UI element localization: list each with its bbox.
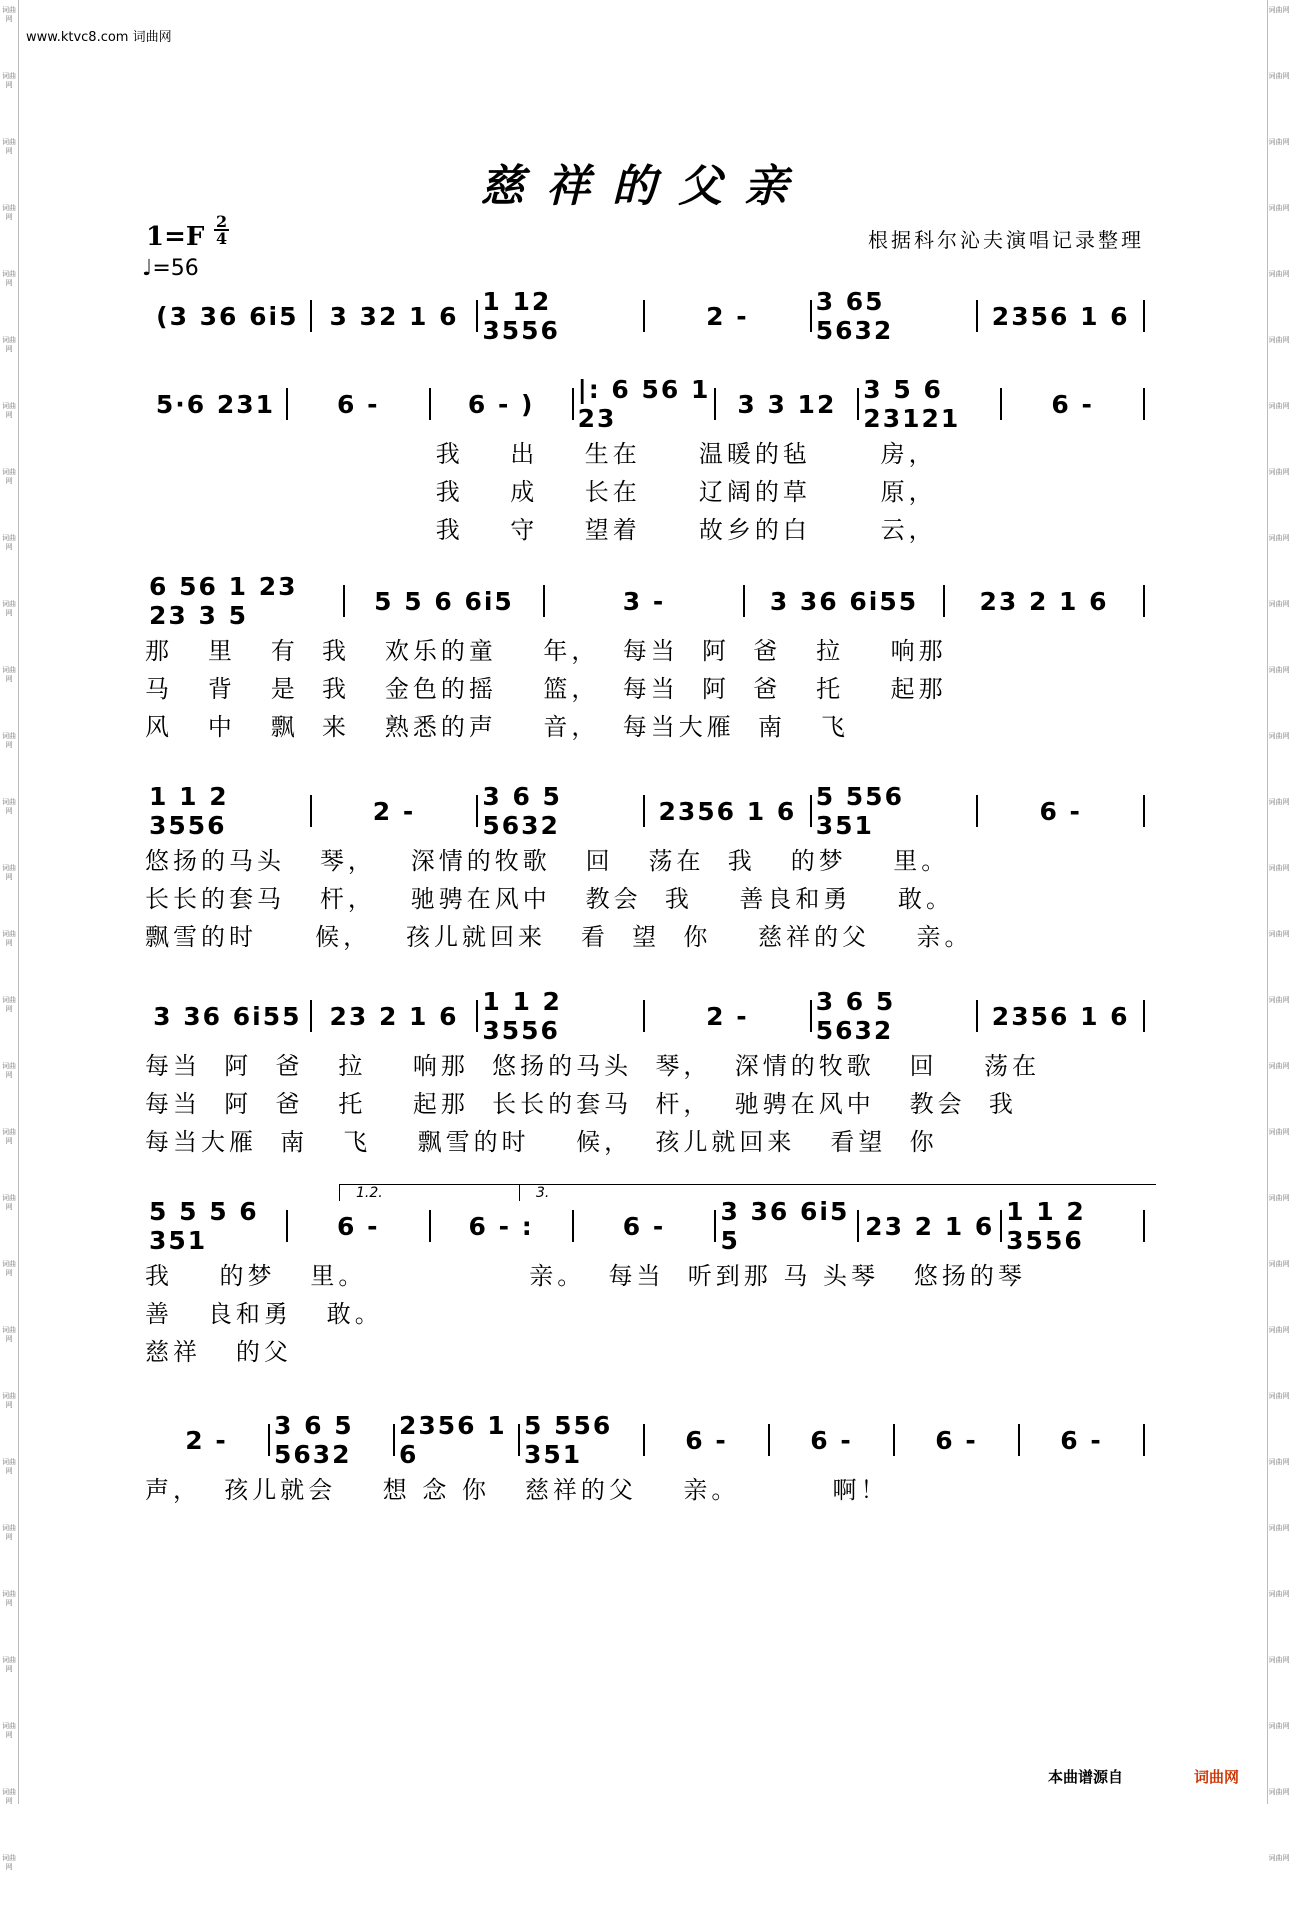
measure: 6 - [770,1424,895,1456]
lyric-line: 慈祥 的父 [145,1338,292,1366]
side-watermark-mark: 词曲网 [2,864,16,881]
side-watermark-mark: 词曲网 [2,1392,16,1409]
side-watermark-mark: 词曲网 [2,6,16,23]
score-system [145,287,1145,345]
side-watermark-mark: 词曲网 [1268,1656,1290,1664]
side-watermark-mark: 词曲网 [2,1326,16,1343]
side-watermark-mark: 词曲网 [2,1788,16,1805]
side-watermark-mark: 词曲网 [2,1854,16,1871]
lyric-line: 声， 孩儿就会 想 念 你 慈祥的父 亲。 啊！ [145,1476,889,1504]
measure: 1 12 3556 [478,300,645,332]
side-watermark-mark: 词曲网 [2,1128,16,1145]
measure: 2 - [645,300,812,332]
measure: 6 - [895,1424,1020,1456]
measure: 5 5 6 6i5 [345,585,545,617]
measure: 1 1 2 3556 [478,1000,645,1032]
measure: 6 - [645,1424,770,1456]
side-watermark-mark: 词曲网 [2,996,16,1013]
measure: 2 - [645,1000,812,1032]
side-watermark-mark: 词曲网 [2,1656,16,1673]
side-watermark-mark: 词曲网 [1268,138,1290,146]
lyric-line: 每当 阿 爸 拉 响那 悠扬的马头 琴， 深情的牧歌 回 荡在 [145,1052,1041,1080]
notation-line [145,287,1145,345]
lyric-line: 飘雪的时 候， 孩儿就回来 看 望 你 慈祥的父 亲。 [145,923,973,951]
notation-line [145,1197,1145,1255]
volta-first-ending: 1.2. [339,1184,526,1201]
measure: 6 - [1020,1424,1145,1456]
side-watermark-mark: 词曲网 [1268,1326,1290,1334]
side-watermark-mark: 词曲网 [2,270,16,287]
measure: 1 1 2 3556 [1002,1210,1145,1242]
lyric-line: 我 成 长在 辽阔的草 原， [145,478,937,506]
side-watermark-mark: 词曲网 [1268,1722,1290,1730]
notation-line [145,375,1145,433]
side-watermark-mark: 词曲网 [1268,204,1290,212]
side-watermark-mark: 词曲网 [1268,6,1290,14]
measure: 5 5 5 6 351 [145,1210,288,1242]
side-watermark-mark: 词曲网 [2,930,16,947]
side-watermark-mark: 词曲网 [1268,270,1290,278]
side-watermark-mark: 词曲网 [1268,1194,1290,1202]
side-watermark-mark: 词曲网 [1268,930,1290,938]
measure: 3 6 5 5632 [270,1424,395,1456]
lyric-line: 我 的梦 里。 亲。 每当 听到那 马 头琴 悠扬的琴 [145,1262,1026,1290]
lyric-line: 那 里 有 我 欢乐的童 年， 每当 阿 爸 拉 响那 [145,637,947,665]
measure: 3 32 1 6 [312,300,479,332]
measure: 3 3 12 [716,388,859,420]
score-system [145,1411,1145,1504]
measure: 3 36 6i5 5 [716,1210,859,1242]
side-watermark-mark: 词曲网 [2,1524,16,1541]
measure: 23 2 1 6 [945,585,1145,617]
song-title: 慈祥的父亲 [480,161,810,212]
side-watermark-mark: 词曲网 [1268,600,1290,608]
side-watermark-mark: 词曲网 [1268,1590,1290,1598]
measure: 23 2 1 6 [859,1210,1002,1242]
key-signature: 1=F [146,222,205,252]
side-watermark-mark: 词曲网 [2,666,16,683]
side-watermark-mark: 词曲网 [2,1260,16,1277]
side-watermark-mark: 词曲网 [1268,1128,1290,1136]
score-system [145,375,1145,544]
side-watermark-mark: 词曲网 [1268,1392,1290,1400]
measure: 2356 1 6 [395,1424,520,1456]
measure: 1 1 2 3556 [145,795,312,827]
lyric-line: 马 背 是 我 金色的摇 篮， 每当 阿 爸 托 起那 [145,675,947,703]
measure: 6 - [288,388,431,420]
lyric-line: 悠扬的马头 琴， 深情的牧歌 回 荡在 我 的梦 里。 [145,847,950,875]
measure: 5 556 351 [812,795,979,827]
notation-line [145,1411,1145,1469]
measure: 3 6 5 5632 [812,1000,979,1032]
lyric-line: 我 守 望着 故乡的白 云， [145,516,937,544]
notation-line [145,782,1145,840]
side-watermark-mark: 词曲网 [1268,996,1290,1004]
measure: 2 - [312,795,479,827]
measure: 6 56 1 23 23 3 5 [145,585,345,617]
side-watermark-mark: 词曲网 [2,798,16,815]
measure: 6 - : [431,1210,574,1242]
score-system [145,987,1145,1156]
measure: 3 65 5632 [812,300,979,332]
measure: 3 36 6i55 [145,1000,312,1032]
side-watermark-mark: 词曲网 [1268,732,1290,740]
footer-source-label: 本曲谱源自 [1048,1768,1124,1786]
side-watermark-mark: 词曲网 [2,138,16,155]
measure: 2356 1 6 [645,795,812,827]
lyric-line: 善 良和勇 敢。 [145,1300,383,1328]
side-watermark-mark: 词曲网 [2,402,16,419]
score-system [145,572,1145,741]
side-watermark-mark: 词曲网 [1268,402,1290,410]
volta-second-ending: 3. [519,1184,1156,1201]
measure: 2 - [145,1424,270,1456]
side-watermark-mark: 词曲网 [1268,336,1290,344]
measure: 5·6 231 [145,388,288,420]
side-watermark-mark: 词曲网 [2,534,16,551]
measure: 6 - [978,795,1145,827]
side-watermark-mark: 词曲网 [2,732,16,749]
side-watermark-mark: 词曲网 [2,1590,16,1607]
side-watermark-mark: 词曲网 [2,72,16,89]
measure: 3 5 6 23121 [859,388,1002,420]
measure: 2356 1 6 [978,300,1145,332]
side-watermark-mark: 词曲网 [1268,864,1290,872]
side-watermark-mark: 词曲网 [1268,1854,1290,1862]
side-watermark-mark: 词曲网 [2,600,16,617]
side-watermark-mark: 词曲网 [1268,72,1290,80]
side-watermark-mark: 词曲网 [2,336,16,353]
measure: 2356 1 6 [978,1000,1145,1032]
lyric-line: 每当大雁 南 飞 飘雪的时 候， 孩儿就回来 看望 你 [145,1128,938,1156]
measure: 3 6 5 5632 [478,795,645,827]
measure: 6 - ) [431,388,574,420]
right-watermark-strip [1267,0,1290,1862]
side-watermark-mark: 词曲网 [1268,666,1290,674]
lyric-line: 我 出 生在 温暖的毡 房， [145,440,937,468]
side-watermark-mark: 词曲网 [1268,798,1290,806]
footer-source-site: 词曲网 [1194,1768,1240,1786]
lyric-line: 每当 阿 爸 托 起那 长长的套马 杆， 驰骋在风中 教会 我 [145,1090,1017,1118]
time-signature: 2 4 [216,212,228,248]
side-watermark-mark: 词曲网 [1268,1260,1290,1268]
score-system [145,1185,1145,1366]
notation-line [145,572,1145,630]
measure: 23 2 1 6 [312,1000,479,1032]
measure: 6 - [1002,388,1145,420]
side-watermark-mark: 词曲网 [1268,1788,1290,1796]
side-watermark-mark: 词曲网 [1268,468,1290,476]
side-watermark-mark: 词曲网 [2,468,16,485]
measure: 6 - [288,1210,431,1242]
score-system [145,782,1145,951]
side-watermark-mark: 词曲网 [1268,1524,1290,1532]
side-watermark-mark: 词曲网 [2,1194,16,1211]
side-watermark-mark: 词曲网 [2,1458,16,1475]
lyric-line: 风 中 飘 来 熟悉的声 音， 每当大雁 南 飞 [145,713,849,741]
arrangement-credit: 根据科尔沁夫演唱记录整理 [868,228,1144,252]
measure: 3 - [545,585,745,617]
left-watermark-strip [0,0,19,1871]
tempo-marking: ♩=56 [142,256,199,281]
measure: 5 556 351 [520,1424,645,1456]
lyric-line: 长长的套马 杆， 驰骋在风中 教会 我 善良和勇 敢。 [145,885,954,913]
side-watermark-mark: 词曲网 [1268,1062,1290,1070]
side-watermark-mark: 词曲网 [2,1722,16,1739]
notation-line [145,987,1145,1045]
side-watermark-mark: 词曲网 [2,204,16,221]
measure: 3 36 6i55 [745,585,945,617]
measure: 6 - [574,1210,717,1242]
measure: |: 6 56 1 23 [574,388,717,420]
measure: (3 36 6i5 [145,300,312,332]
side-watermark-mark: 词曲网 [1268,534,1290,542]
side-watermark-mark: 词曲网 [2,1062,16,1079]
site-watermark: www.ktvc8.com 词曲网 [26,30,172,45]
side-watermark-mark: 词曲网 [1268,1458,1290,1466]
